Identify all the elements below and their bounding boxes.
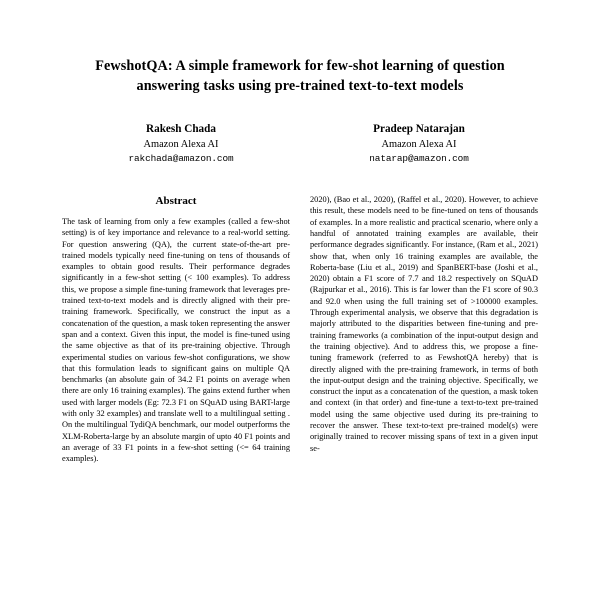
author-list — [62, 122, 538, 166]
page-title: FewshotQA: A simple framework for few-shot learning of question answering tasks using pre-trained text-to-text models — [95, 58, 505, 95]
author-affiliation: Amazon Alexa AI — [143, 138, 219, 150]
author-block-1 — [62, 122, 300, 166]
author-email[interactable]: rakchada@amazon.com — [128, 153, 234, 165]
author-block-2 — [300, 122, 538, 166]
author-affiliation: Amazon Alexa AI — [381, 138, 457, 150]
left-column — [62, 194, 290, 464]
body-columns — [62, 194, 538, 464]
author-email[interactable]: natarap@amazon.com — [369, 153, 469, 165]
right-column — [310, 194, 538, 464]
abstract-body: The task of learning from only a few examples (called a few-shot setting) is of key importance and relevance to a real-world setting. For question answering (QA), the current state-of-the-art pre-trained models typically need fine-tuning on tens of thousands of examples to obtain good results. Their performance degrades significantly in a few-shot setting (< 100 examples). To address this, we propose a simple fine-tuning framework that leverages pre-trained text-to-text models and is directly aligned with their pre-training framework. Specifically, we construct the input as a concatenation of the question, a mask token representing the answer span and a context. Given this input, the model is fine-tuned using the same objective as that of its pre-training objective. Through experimental studies on various few-shot configurations, we show that this formulation leads to significant gains on multiple QA benchmarks (an absolute gain of 34.2 F1 points on average when there are only 16 training examples). The gains extend further when used with larger models (Eg: 72.3 F1 on SQuAD using BART-large with only 32 examples) and translate well to a multilingual setting . On the multilingual TydiQA benchmark, our model outperforms the XLM-Roberta-large by an absolute margin of upto 40 F1 points and an average of 33 F1 points in a few-shot setting (<= 64 training examples). — [62, 216, 290, 464]
author-name: Pradeep Natarajan — [373, 123, 465, 136]
author-name: Rakesh Chada — [146, 123, 216, 136]
abstract-heading: Abstract — [155, 195, 197, 208]
intro-paragraph: 2020), (Bao et al., 2020), (Raffel et al., 2020). However, to achieve this result, these models need to be fine-tuned on tens of thousands of examples. In a more realistic and practical scenario, where only a handful of annotated training examples are available, their performance degrades significantly. For instance, (Ram et al., 2021) show that, when only 16 training examples are available, the Roberta-base (Liu et al., 2019) and SpanBERT-base (Joshi et al., 2020) obtain a F1 score of 7.7 and 18.2 respectively on SQuAD (Rajpurkar et al., 2016). This is far lower than the F1 score of 90.3 and 92.0 when using the full training set of >100000 examples. Through experimental analysis, we observe that this degradation is majorly attributed to the disparities between fine-tuning and pre-training frameworks (a combination of the input-output design and the training objective). And to address this, we propose a fine-tuning framework (referred to as FewshotQA hereby) that is directly aligned with the pre-training framework, in terms of both the input-output design and the training objective. Specifically, we construct the input as a concatenation of the question, a mask token and context (in that order) and fine-tune a text-to-text pre-trained model using the same objective used during its pre-training to recover the answer. These text-to-text pre-trained model(s) were originally trained to recover missing spans of text in a given input se- — [310, 195, 538, 453]
